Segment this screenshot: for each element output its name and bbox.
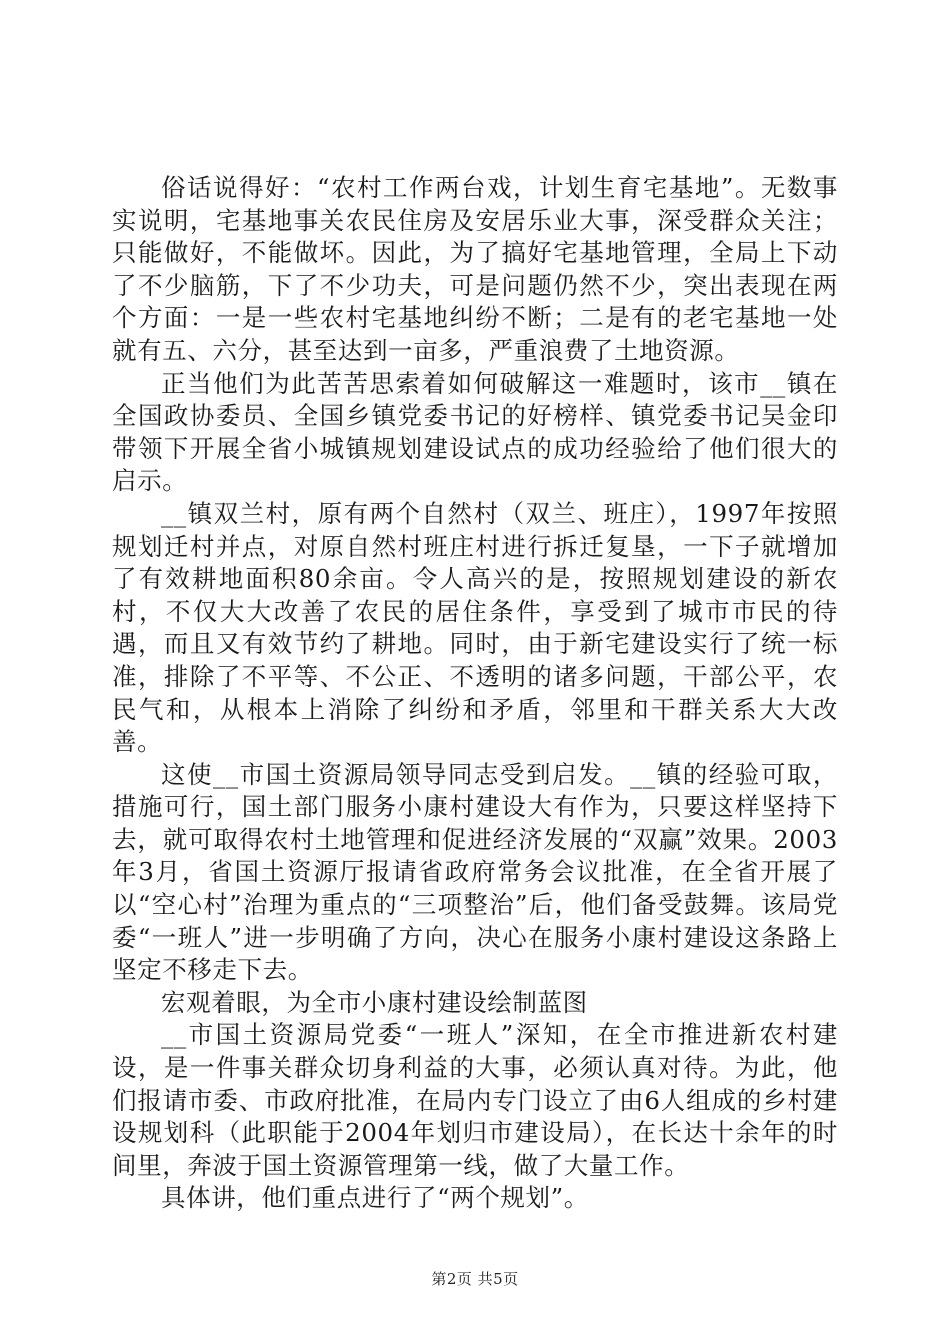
document-body	[112, 172, 838, 1215]
paragraph-planning-office: __市国土资源局党委“一班人”深知，在全市推进新农村建设，是一件事关群众切身利益的大事，必须认真对待。为此，他们报请市委、市政府批准，在局内专门设立了由6人组成的乡村建设规划科（此职能于2004年划归市建设局），在长达十余年的时间里，奔波于国土资源管理第一线，做了大量工作。	[112, 1020, 838, 1180]
paragraph-bureau-inspired: 这使__市国土资源局领导同志受到启发。__镇的经验可取，措施可行，国土部门服务小康村建设大有作为，只要这样坚持下去，就可取得农村土地管理和促进经济发展的“双赢”效果。2003年3月，省国土资源厅报请省政府常务会议批准，在全省开展了以“空心村”治理为重点的“三项整治”后，他们备受鼓舞。该局党委“一班人”进一步明确了方向，决心在服务小康村建设这条路上坚定不移走下去。	[112, 759, 838, 985]
page-number-footer: 第2页 共5页	[431, 1270, 519, 1288]
paragraph-two-plans: 具体讲，他们重点进行了“两个规划”。	[161, 1183, 589, 1213]
paragraph-shuanglan-village: __镇双兰村，原有两个自然村（双兰、班庄），1997年按照规划迁村并点，对原自然村班庄村进行拆迁复垦，一下子就增加了有效耕地面积80余亩。令人高兴的是，按照规划建设的新农村，不仅大大改善了农民的居住条件，享受到了城市市民的待遇，而且又有效节约了耕地。同时，由于新宅建设实行了统一标准，排除了不平等、不公正、不透明的诸多问题，干部公平，农民气和，从根本上消除了纠纷和矛盾，邻里和干群关系大大改善。	[112, 498, 838, 757]
paragraph-homestead-saying: 俗话说得好：“农村工作两台戏，计划生育宅基地”。无数事实说明，宅基地事关农民住房及安居乐业大事，深受群众关注；只能做好，不能做坏。因此，为了搞好宅基地管理，全局上下动了不少脑筋，下了不少功夫，可是问题仍然不少，突出表现在两个方面：一是一些农村宅基地纠纷不断；二是有的老宅基地一处就有五、六分，甚至达到一亩多，严重浪费了土地资源。	[112, 173, 838, 365]
paragraph-inspiration: 正当他们为此苦苦思索着如何破解这一难题时，该市__镇在全国政协委员、全国乡镇党委书记的好榜样、镇党委书记吴金印带领下开展全省小城镇规划建设试点的成功经验给了他们很大的启示。	[112, 368, 838, 496]
section-heading: 宏观着眼，为全市小康村建设绘制蓝图	[161, 987, 588, 1017]
